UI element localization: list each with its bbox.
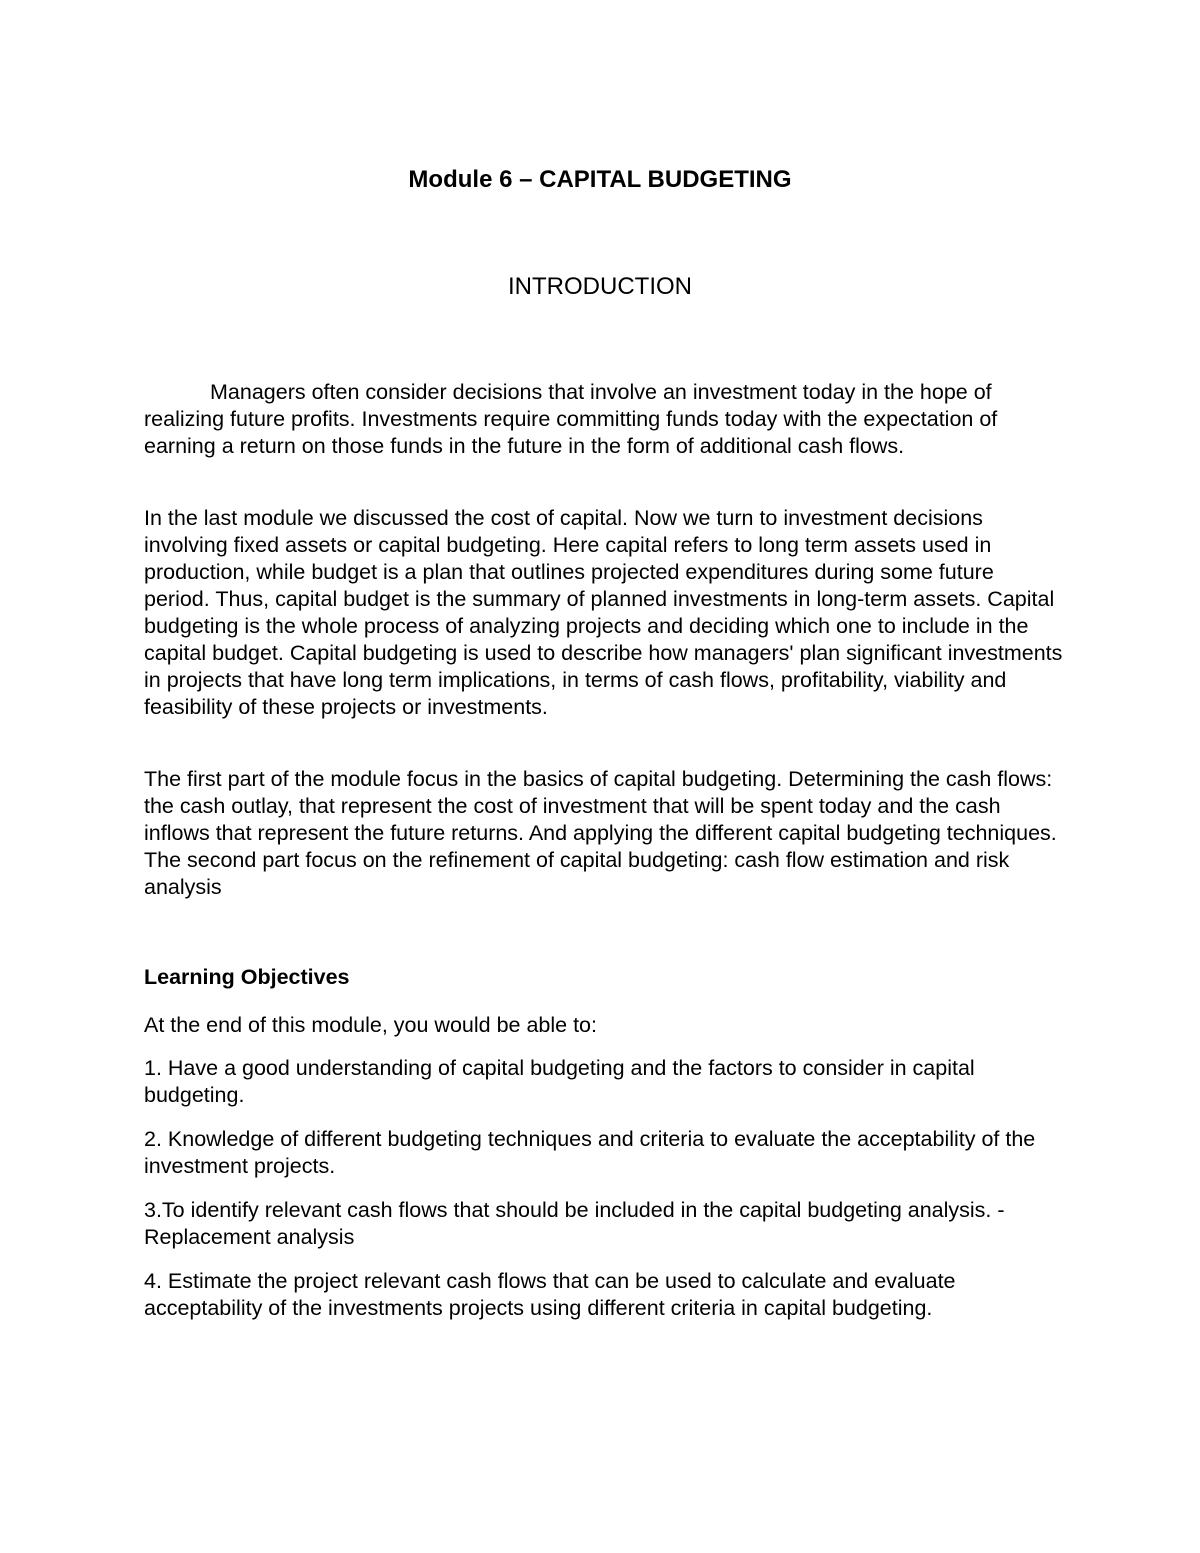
objective-item-3: 3.To identify relevant cash flows that should be included in the capital budgeting analysis. - Replacement analysis <box>144 1198 1005 1249</box>
objective-item-2: 2. Knowledge of different budgeting techniques and criteria to evaluate the acceptability of the investment projects. <box>144 1127 1036 1178</box>
intro-paragraph-1: Managers often consider decisions that involve an investment today in the hope of realizing future profits. Investments require committing funds today with the expectation of earning a return on those funds in the future in the form of additional cash flows. <box>144 380 998 458</box>
objective-item-1: 1. Have a good understanding of capital budgeting and the factors to consider in capital budgeting. <box>144 1056 975 1107</box>
document-title: Module 6 – CAPITAL BUDGETING <box>408 166 792 193</box>
learning-objectives-heading: Learning Objectives <box>144 965 350 989</box>
intro-paragraph-3: The first part of the module focus in the basics of capital budgeting. Determining the cash flows: the cash outlay, that represent the cost of investment that will be spent today and the cash inflows that represent the future returns. And applying the different capital budgeting techniques. The second part focus on the refinement of capital budgeting: cash flow estimation and risk analysis <box>144 767 1057 899</box>
objectives-intro: At the end of this module, you would be able to: <box>144 1013 597 1037</box>
section-heading-introduction: INTRODUCTION <box>508 273 692 300</box>
objective-item-4: 4. Estimate the project relevant cash flows that can be used to calculate and evaluate acceptability of the investments projects using different criteria in capital budgeting. <box>144 1269 956 1320</box>
intro-paragraph-2: In the last module we discussed the cost of capital. Now we turn to investment decisions involving fixed assets or capital budgeting. Here capital refers to long term assets used in production, while budget is a plan that outlines projected expenditures during some future period. Thus, capital budget is the summary of planned investments in long-term assets. Capital budgeting is the whole process of analyzing projects and deciding which one to include in the capital budget. Capital budgeting is used to describe how managers' plan significant investments in projects that have long term implications, in terms of cash flows, profitability, viability and feasibility of these projects or investments. <box>144 506 1063 719</box>
